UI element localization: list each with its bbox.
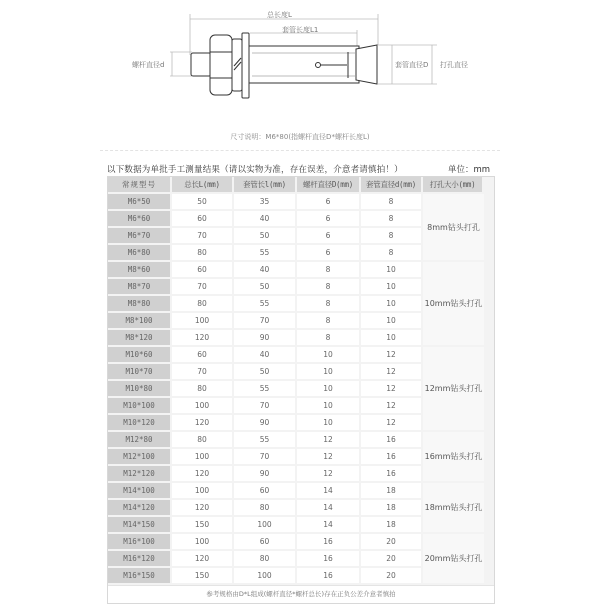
column-header: 常规型号: [108, 177, 172, 194]
value-cell: 50: [234, 228, 297, 245]
value-cell: 8: [361, 211, 423, 228]
sleeve-diameter-label: 套管直径D: [395, 61, 429, 69]
drill-size-cell: 18mm钻头打孔: [423, 483, 484, 534]
value-cell: 14: [297, 500, 361, 517]
value-cell: 10: [297, 364, 361, 381]
value-cell: 55: [234, 432, 297, 449]
value-cell: 80: [234, 500, 297, 517]
value-cell: 55: [234, 296, 297, 313]
drill-size-cell: 8mm钻头打孔: [423, 194, 484, 262]
model-cell: M8*70: [108, 279, 172, 296]
value-cell: 8: [297, 262, 361, 279]
divider: [100, 150, 500, 151]
value-cell: 40: [234, 262, 297, 279]
value-cell: 100: [172, 398, 234, 415]
value-cell: 10: [361, 330, 423, 347]
value-cell: 60: [234, 534, 297, 551]
value-cell: 16: [361, 449, 423, 466]
value-cell: 40: [234, 211, 297, 228]
value-cell: 16: [361, 466, 423, 483]
model-cell: M8*80: [108, 296, 172, 313]
value-cell: 90: [234, 466, 297, 483]
value-cell: 12: [361, 398, 423, 415]
model-cell: M6*80: [108, 245, 172, 262]
model-cell: M12*120: [108, 466, 172, 483]
size-caption: 尺寸说明：M6*80(指螺杆直径D*螺杆长度L): [230, 133, 370, 141]
model-cell: M14*100: [108, 483, 172, 500]
value-cell: 16: [361, 432, 423, 449]
value-cell: 100: [234, 568, 297, 585]
value-cell: 100: [234, 517, 297, 534]
total-length-label: 总长度L: [267, 11, 292, 19]
value-cell: 18: [361, 483, 423, 500]
value-cell: 70: [172, 364, 234, 381]
value-cell: 10: [297, 415, 361, 432]
model-cell: M10*60: [108, 347, 172, 364]
value-cell: 50: [234, 364, 297, 381]
model-cell: M12*80: [108, 432, 172, 449]
column-header: 套管长l(mm): [234, 177, 297, 194]
value-cell: 10: [297, 398, 361, 415]
drill-size-cell: 10mm钻头打孔: [423, 262, 484, 347]
value-cell: 150: [172, 517, 234, 534]
measurement-notice: 以下数据为单批手工测量结果（请以实物为准，存在误差，介意者请慎拍！）: [107, 165, 403, 175]
value-cell: 60: [172, 347, 234, 364]
value-cell: 70: [172, 279, 234, 296]
value-cell: 10: [361, 279, 423, 296]
model-cell: M8*60: [108, 262, 172, 279]
model-cell: M8*100: [108, 313, 172, 330]
value-cell: 60: [172, 262, 234, 279]
value-cell: 80: [234, 551, 297, 568]
model-cell: M16*120: [108, 551, 172, 568]
value-cell: 10: [361, 296, 423, 313]
value-cell: 12: [361, 415, 423, 432]
model-cell: M6*50: [108, 194, 172, 211]
value-cell: 70: [234, 313, 297, 330]
value-cell: 70: [172, 228, 234, 245]
value-cell: 55: [234, 381, 297, 398]
model-cell: M6*70: [108, 228, 172, 245]
value-cell: 80: [172, 381, 234, 398]
value-cell: 80: [172, 245, 234, 262]
value-cell: 55: [234, 245, 297, 262]
value-cell: 50: [172, 194, 234, 211]
value-cell: 100: [172, 449, 234, 466]
value-cell: 20: [361, 568, 423, 585]
sleeve-length-label: 套管长度L1: [282, 26, 319, 34]
table-footer: 参考规格由D*L组成(螺杆直径*螺杆总长)存在正负公差介意者慎拍: [108, 585, 494, 603]
value-cell: 10: [297, 381, 361, 398]
value-cell: 120: [172, 330, 234, 347]
spec-table: [107, 176, 495, 604]
model-cell: M10*100: [108, 398, 172, 415]
value-cell: 8: [297, 330, 361, 347]
value-cell: 18: [361, 500, 423, 517]
hole-diameter-label: 打孔直径: [440, 61, 468, 69]
expansion-bolt-diagram: [0, 0, 600, 125]
value-cell: 120: [172, 415, 234, 432]
value-cell: 120: [172, 466, 234, 483]
value-cell: 20: [361, 534, 423, 551]
value-cell: 60: [172, 211, 234, 228]
value-cell: 120: [172, 500, 234, 517]
value-cell: 10: [297, 347, 361, 364]
value-cell: 90: [234, 330, 297, 347]
value-cell: 100: [172, 483, 234, 500]
value-cell: 10: [361, 313, 423, 330]
value-cell: 80: [172, 296, 234, 313]
value-cell: 8: [297, 279, 361, 296]
value-cell: 20: [361, 551, 423, 568]
column-header: 套管直径d(mm): [361, 177, 423, 194]
model-cell: M10*80: [108, 381, 172, 398]
value-cell: 6: [297, 245, 361, 262]
value-cell: 8: [361, 194, 423, 211]
value-cell: 50: [234, 279, 297, 296]
value-cell: 16: [297, 534, 361, 551]
value-cell: 14: [297, 483, 361, 500]
value-cell: 70: [234, 398, 297, 415]
value-cell: 40: [234, 347, 297, 364]
value-cell: 6: [297, 211, 361, 228]
value-cell: 120: [172, 551, 234, 568]
column-header: 打孔大小(mm): [423, 177, 484, 194]
drill-size-cell: 16mm钻头打孔: [423, 432, 484, 483]
value-cell: 100: [172, 534, 234, 551]
value-cell: 12: [297, 466, 361, 483]
model-cell: M16*150: [108, 568, 172, 585]
value-cell: 80: [172, 432, 234, 449]
value-cell: 16: [297, 551, 361, 568]
value-cell: 10: [361, 262, 423, 279]
value-cell: 8: [297, 313, 361, 330]
bolt-drawing-icon: [0, 0, 600, 125]
model-cell: M12*100: [108, 449, 172, 466]
value-cell: 8: [361, 228, 423, 245]
value-cell: 8: [297, 296, 361, 313]
drill-size-cell: 20mm钻头打孔: [423, 534, 484, 585]
value-cell: 14: [297, 517, 361, 534]
column-header: 总长L(mm): [172, 177, 234, 194]
value-cell: 100: [172, 313, 234, 330]
model-cell: M14*120: [108, 500, 172, 517]
value-cell: 70: [234, 449, 297, 466]
unit-label: 单位：mm: [447, 165, 490, 175]
bolt-diameter-label: 螺杆直径d: [132, 61, 165, 69]
value-cell: 12: [361, 381, 423, 398]
model-cell: M10*70: [108, 364, 172, 381]
value-cell: 90: [234, 415, 297, 432]
model-cell: M8*120: [108, 330, 172, 347]
value-cell: 12: [361, 347, 423, 364]
value-cell: 18: [361, 517, 423, 534]
drill-size-cell: 12mm钻头打孔: [423, 347, 484, 432]
value-cell: 6: [297, 194, 361, 211]
value-cell: 35: [234, 194, 297, 211]
value-cell: 150: [172, 568, 234, 585]
value-cell: 12: [361, 364, 423, 381]
model-cell: M14*150: [108, 517, 172, 534]
value-cell: 6: [297, 228, 361, 245]
value-cell: 8: [361, 245, 423, 262]
value-cell: 60: [234, 483, 297, 500]
value-cell: 12: [297, 432, 361, 449]
model-cell: M10*120: [108, 415, 172, 432]
value-cell: 16: [297, 568, 361, 585]
value-cell: 12: [297, 449, 361, 466]
column-header: 螺杆直径D(mm): [297, 177, 361, 194]
model-cell: M6*60: [108, 211, 172, 228]
model-cell: M16*100: [108, 534, 172, 551]
spec-grid: [108, 177, 494, 585]
